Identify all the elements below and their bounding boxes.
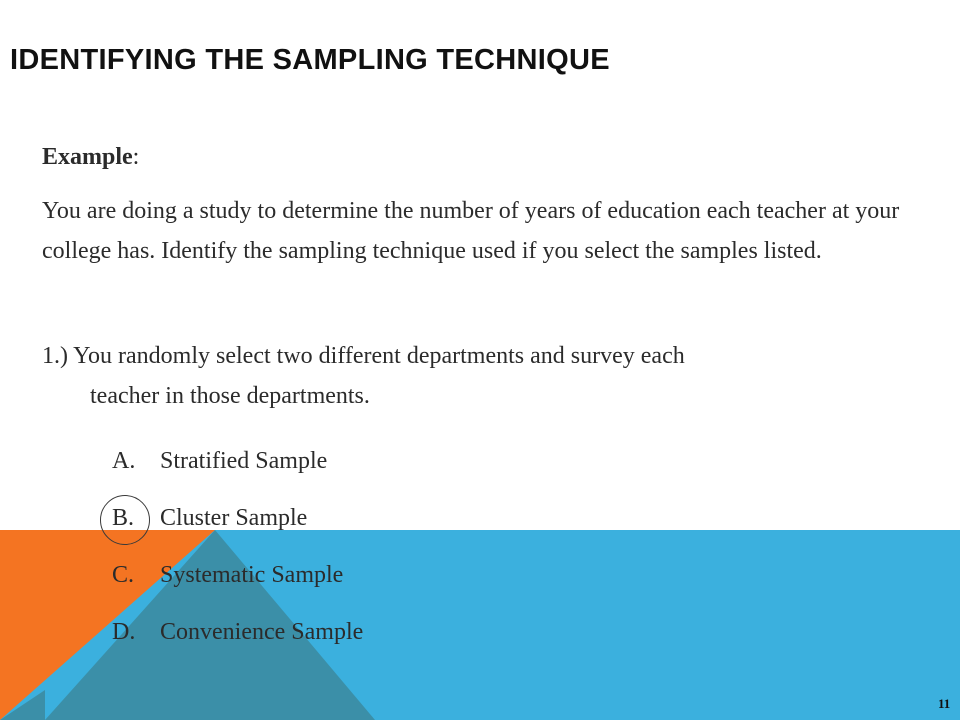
example-label: [42, 144, 139, 171]
example-prompt: You are doing a study to determine the number of years of education each teacher at your college has. Identify the sampling technique used if you select the samples listed.: [42, 198, 900, 264]
slide-title: IDENTIFYING THE SAMPLING TECHNIQUE: [10, 44, 610, 76]
option-letter: A.: [112, 448, 136, 474]
example-colon: :: [132, 144, 140, 170]
option-letter: B.: [112, 505, 135, 531]
option-text: Stratified Sample: [160, 448, 328, 474]
question-line-1: 1.) You randomly select two different departments and survey each: [42, 343, 685, 369]
example-label-text: Example: [42, 144, 133, 170]
option-c: [112, 562, 532, 602]
option-a: [112, 448, 532, 488]
question-line-2: teacher in those departments.: [90, 383, 370, 409]
option-letter: C.: [112, 562, 135, 588]
option-d: [112, 619, 532, 659]
option-text: Systematic Sample: [160, 562, 344, 588]
question: [42, 336, 922, 416]
option-letter: D.: [112, 619, 136, 645]
option-text: Cluster Sample: [160, 505, 308, 531]
page-number: 11: [938, 696, 951, 711]
option-b: [112, 505, 532, 545]
option-text: Convenience Sample: [160, 619, 364, 645]
